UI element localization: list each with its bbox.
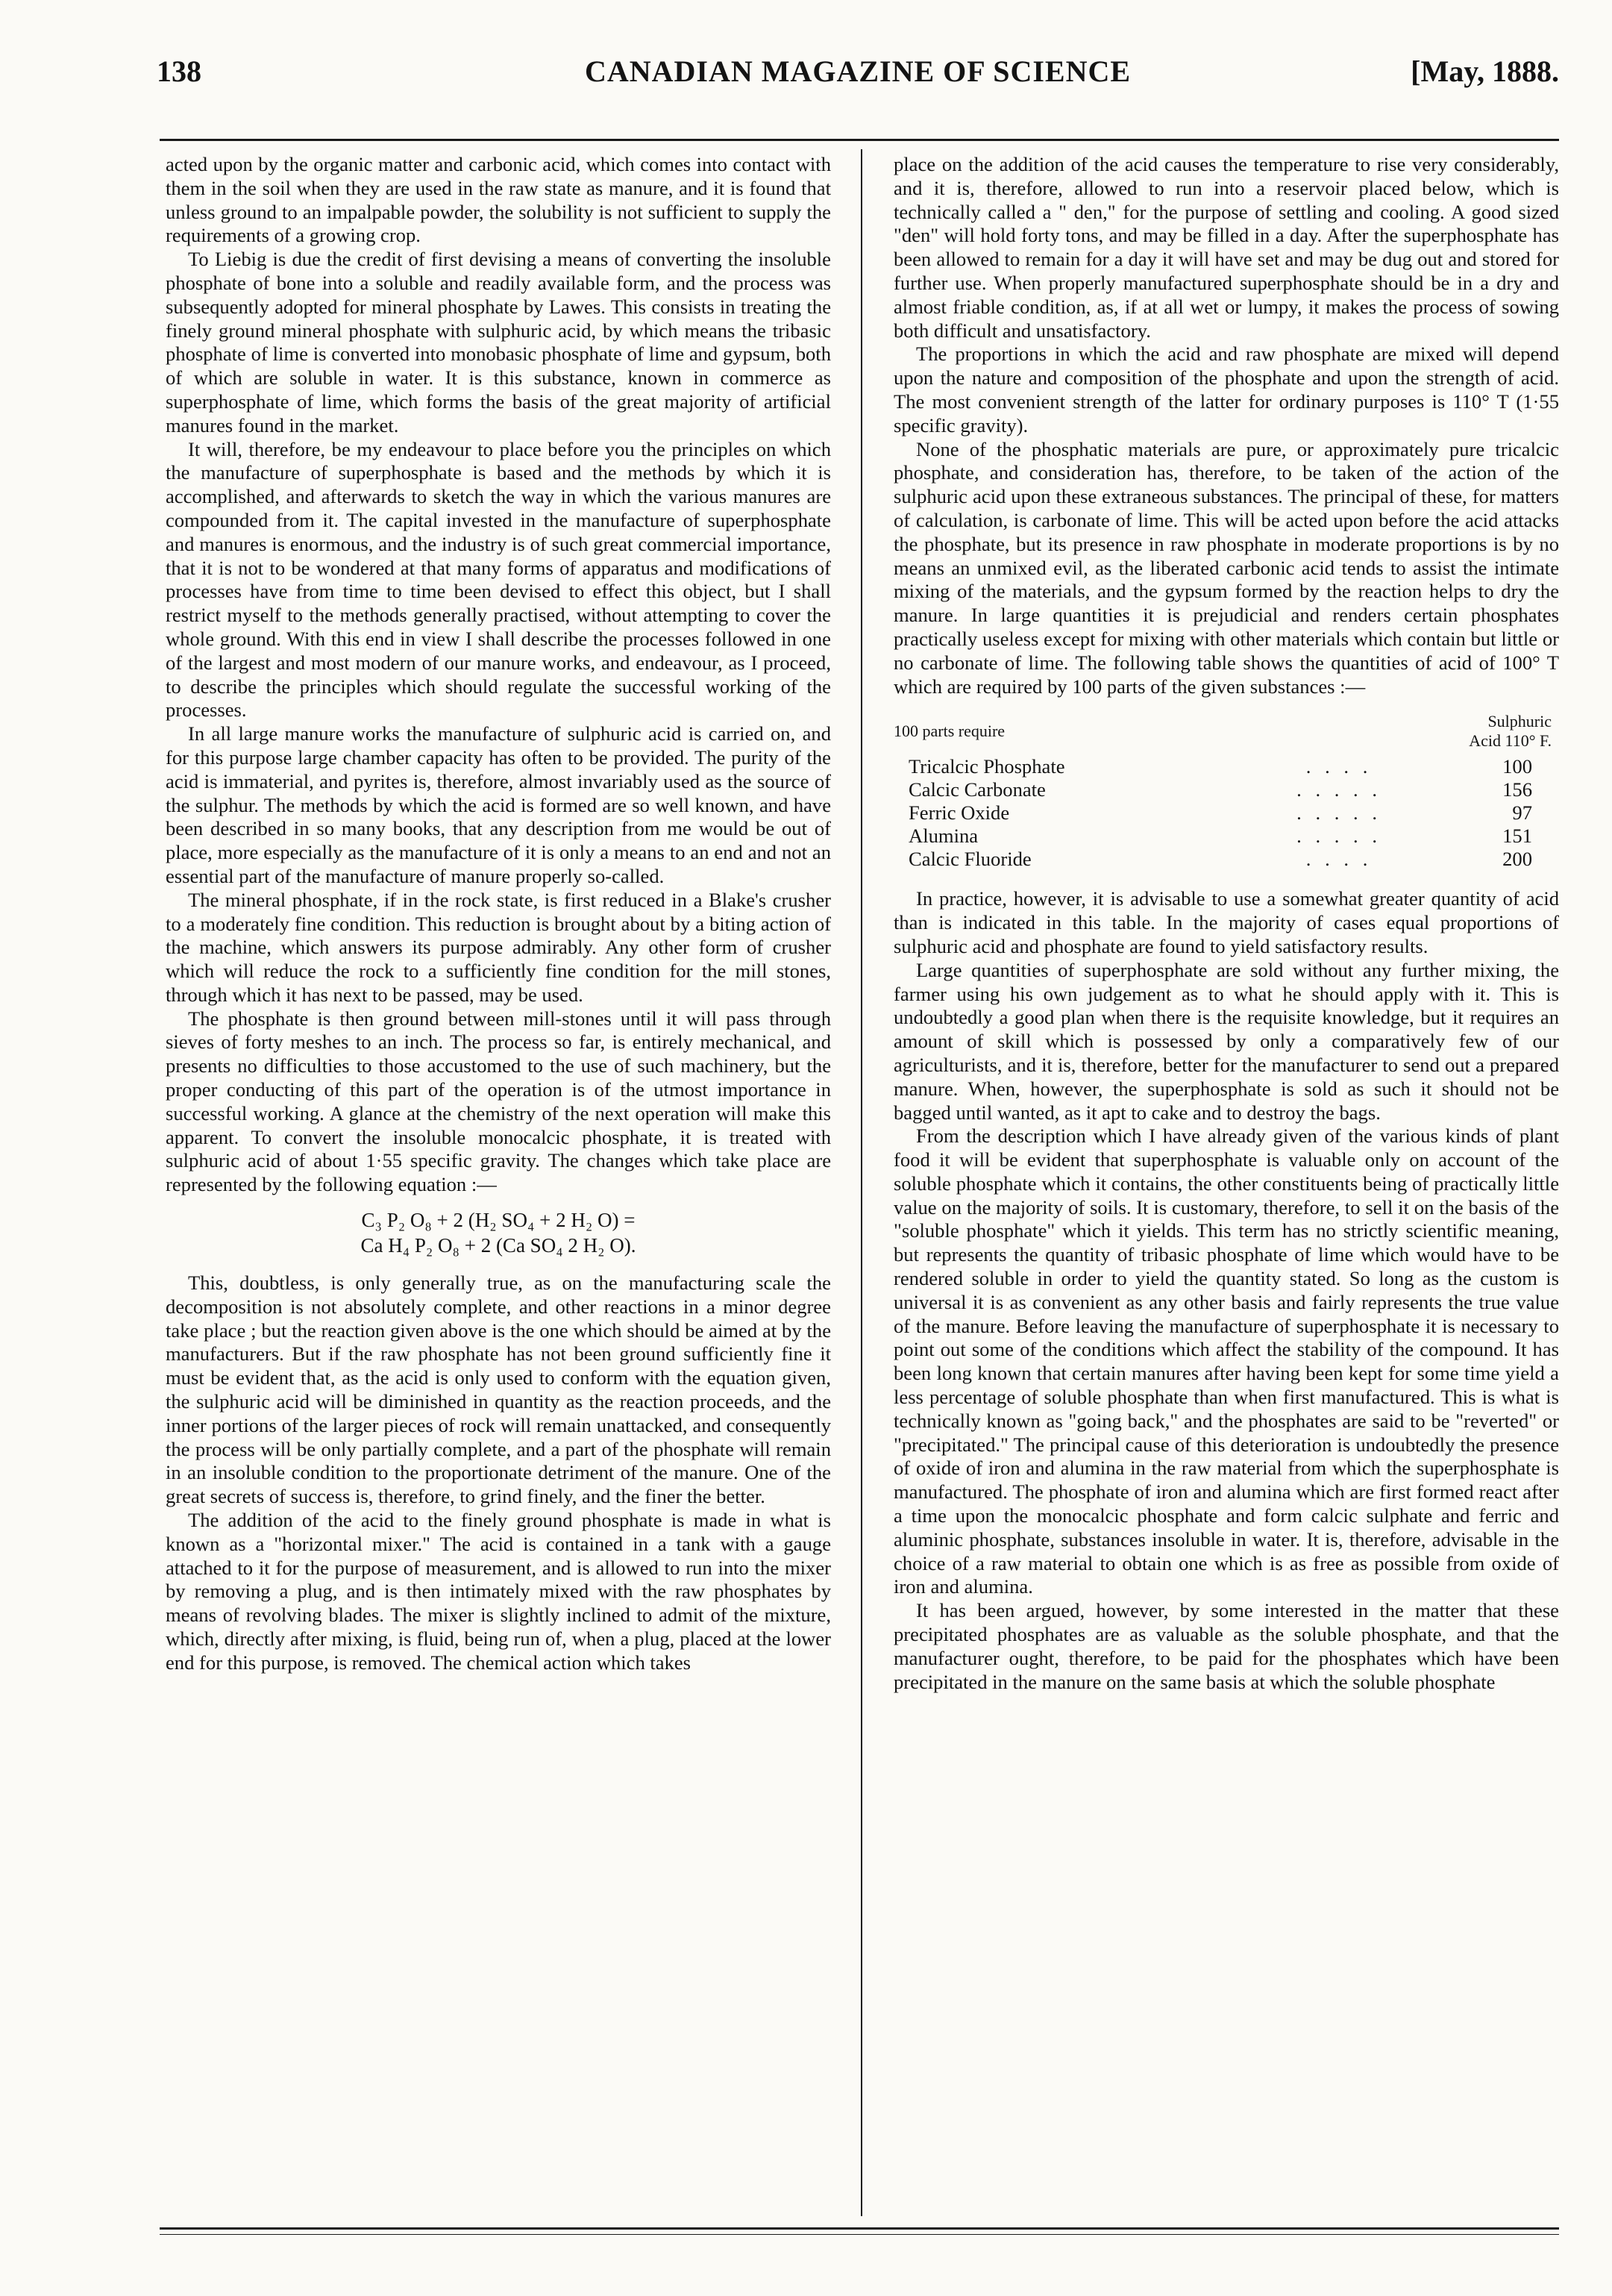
acid-quantity: 156: [1502, 778, 1532, 801]
table-row: [894, 801, 1559, 825]
acid-requirements-table: [894, 712, 1559, 871]
substance-name: Calcic Fluoride: [909, 848, 1032, 871]
paragraph: This, doubtless, is only generally true, as on the manufacturing scale the decomposition is not absolutely complete, and other reactions in a minor degree take place ; but the reaction given above is the one which should be aimed at by the manufacturers. But if the raw phosphate has not been ground sufficiently fine it must be evident that, as the acid is only used to conform with the equation given, the sulphuric acid will be diminished in quantity as the reaction proceeds, and the inner portions of the larger pieces of rock will remain unattacked, and consequently the process will be only partially complete, and a part of the phosphate will remain in an insoluble condition to the proportionate detriment of the manure. One of the great secrets of success is, therefore, to grind finely, and the finer the better.: [166, 1271, 831, 1508]
page-number: 138: [157, 54, 201, 88]
paragraph: acted upon by the organic matter and carbonic acid, which comes into contact with them in the soil when they are used in the raw state as manure, and it is found that unless ground to an impalpable powder, the solubility is not sufficient to supply the requirements of a growing crop.: [166, 153, 831, 247]
paragraph: The addition of the acid to the finely ground phosphate is made in what is known as a "horizontal mixer." The acid is contained in a tank with a gauge attached to it for the purpose of measurement, and is allowed to run into the mixer by removing a plug, and is then intimately mixed with the raw phosphates by means of revolving blades. The mixer is slightly inclined to admit of the mixture, which, directly after mixing, is fluid, being run of, when a plug, placed at the lower end for this purpose, is removed. The chemical action which takes: [166, 1509, 831, 1674]
equation-line: C₃ P₂ O₈ + 2 (H₂ SO₄ + 2 H₂ O) =: [361, 1209, 636, 1232]
paragraph: The phosphate is then ground between mill-stones until it will pass through sieves of forty meshes to an inch. The process so far, is entirely mechanical, and presents no difficulties to those accustomed to the use of such machinery, but the proper conducting of this part of the operation is of the utmost importance in successful working. A glance at the chemistry of the next operation will make this apparent. To convert the insoluble monocalcic phosphate, it is treated with sulphuric acid of about 1·55 specific gravity. The changes which take place are represented by the following equation :—: [166, 1007, 831, 1196]
table-row: [894, 778, 1559, 801]
substance-name: Ferric Oxide: [909, 801, 1010, 825]
dot-leader: . . . .: [1305, 848, 1373, 871]
table-header-right: Sulphuric Acid 110° F.: [1469, 712, 1552, 751]
bottom-rule: [160, 2227, 1559, 2230]
top-rule: [160, 139, 1559, 141]
acid-quantity: 97: [1512, 801, 1532, 825]
table-header-left: 100 parts require: [894, 722, 1006, 741]
dot-leader: . . . .: [1305, 755, 1373, 778]
substance-name: Alumina: [909, 825, 979, 848]
bottom-rule-thin: [160, 2234, 1559, 2235]
substance-name: Calcic Carbonate: [909, 778, 1046, 801]
paragraph: place on the addition of the acid causes the temperature to rise very considerably, and it is, therefore, allowed to run into a reservoir placed below, which is technically called a " den," for the purpose of settling and cooling. A good sized "den" will hold forty tons, and may be filled in a day. After the superphosphate has been allowed to remain for a day it will have set and may be dug out and stored for further use. When properly manufactured superphosphate should be in a dry and almost friable condition, as, if at all wet or lumpy, it makes the process of sowing both difficult and unsatisfactory.: [894, 153, 1559, 342]
dot-leader: . . . . .: [1296, 801, 1382, 825]
column-divider: [861, 149, 862, 2216]
acid-quantity: 100: [1502, 755, 1532, 778]
dot-leader: . . . . .: [1296, 778, 1382, 801]
chemical-equation: [166, 1207, 831, 1258]
journal-title: CANADIAN MAGAZINE OF SCIENCE: [584, 54, 1132, 88]
paragraph: None of the phosphatic materials are pure, or approximately pure tricalcic phosphate, and consideration has, therefore, to be taken of the action of the sulphuric acid upon these extraneous substances. The principal of these, for matters of calculation, is carbonate of lime. This will be acted upon before the acid attacks the phosphate, but its presence in raw phosphate in moderate proportions is by no means an unmixed evil, as the liberated carbonic acid tends to assist the intimate mixing of the materials, and the gypsum formed by the reaction helps to dry the manure. In large quantities it is prejudicial and renders certain phosphates practically useless except for mixing with other materials which contain but little or no carbonate of lime. The following table shows the quantities of acid of 100° T which are required by 100 parts of the given substances :—: [894, 437, 1559, 698]
paragraph: The proportions in which the acid and raw phosphate are mixed will depend upon the nature and composition of the phosphate and upon the strength of acid. The most convenient strength of the latter for ordinary purposes is 110° T (1·55 specific gravity).: [894, 342, 1559, 437]
acid-quantity: 200: [1502, 848, 1532, 871]
paragraph: To Liebig is due the credit of first devising a means of converting the insoluble phosphate of bone into a soluble and readily available form, and the process was subsequently adopted for mineral phosphate by Lawes. This consists in treating the finely ground mineral phosphate with sulphuric acid, by which means the tribasic phosphate of lime is converted into monobasic phosphate of lime and gypsum, both of which are soluble in water. It is this substance, known in commerce as superphosphate of lime, which forms the basis of the great majority of artificial manures found in the market.: [166, 248, 831, 437]
right-column: [894, 153, 1559, 1694]
table-row: [894, 825, 1559, 848]
table-row: [894, 755, 1559, 778]
dot-leader: . . . . .: [1296, 825, 1382, 848]
paragraph: In all large manure works the manufacture of sulphuric acid is carried on, and for this purpose large chamber capacity has often to be provided. The purity of the acid is immaterial, and pyrites is, therefore, almost invariably used as the source of the sulphur. The methods by which the acid is formed are so well known, and have been described in so many books, that any description from me would be out of place, more especially as the manufacture of it is only a means to an end and not an essential part of the manufacture of manure properly so-called.: [166, 722, 831, 887]
substance-name: Tricalcic Phosphate: [909, 755, 1065, 778]
equation-line: Ca H₄ P₂ O₈ + 2 (Ca SO₄ 2 H₂ O).: [360, 1234, 636, 1257]
acid-quantity: 151: [1502, 825, 1532, 848]
paragraph: The mineral phosphate, if in the rock state, is first reduced in a Blake's crusher to a moderately fine condition. This reduction is brought about by a biting action of the machine, which answers its purpose admirably. Any other form of crusher which will reduce the rock to a sufficiently fine condition for the mill stones, through which it has next to be passed, may be used.: [166, 888, 831, 1006]
paragraph: It will, therefore, be my endeavour to place before you the principles on which the manufacture of superphosphate is based and the methods by which it is accomplished, and afterwards to sketch the way in which the various manures are compounded from it. The capital invested in the manufacture of superphosphate and manures is enormous, and the industry is of such great commercial importance, that it is not to be wondered at that many forms of apparatus and modifications of processes have from time to time been devised to effect this object, but I shall restrict myself to the methods generally practised, without attempting to cover the whole ground. With this end in view I shall describe the processes followed in one of the largest and most modern of our manure works, and endeavour, as I proceed, to describe the principles which should regulate the successful working of the processes.: [166, 437, 831, 722]
issue-date: [May, 1888.: [1411, 54, 1559, 88]
paragraph: From the description which I have already given of the various kinds of plant food it will be evident that superphosphate is valuable only on account of the soluble phosphate which it contains, the other constituents being of practically little value on the majority of soils. It is customary, therefore, to sell it on the basis of the "soluble phosphate" which it yields. This term has no strictly scientific meaning, but represents the quantity of tribasic phosphate of lime which would have to be rendered soluble in order to yield the quantity stated. So long as the custom is universal it is as convenient as any other basis and fairly represents the true value of the manure. Before leaving the manufacture of superphosphate it is necessary to point out some of the conditions which affect the stability of the compound. It has been long known that certain manures after having been kept for some time yield a less percentage of soluble phosphate than when first manufactured. This is what is technically known as "going back," and the phosphates are said to be "reverted" or "precipitated." The principal cause of this deterioration is undoubtedly the presence of oxide of iron and alumina in the raw material from which the superphosphate is manufactured. The phosphate of iron and alumina which are first formed react after a time upon the monocalcic phosphate and form calcic sulphate and ferric and aluminic phosphate, substances insoluble in water. It is, therefore, advisable in the choice of a raw material to obtain one which is as free as possible from oxide of iron and alumina.: [894, 1124, 1559, 1598]
paragraph: In practice, however, it is advisable to use a somewhat greater quantity of acid than is indicated in this table. In the majority of cases equal proportions of sulphuric acid and phosphate are found to yield satisfactory results.: [894, 887, 1559, 957]
table-row: [894, 848, 1559, 871]
running-header: [157, 54, 1559, 106]
left-column: [166, 153, 831, 1675]
paragraph: It has been argued, however, by some interested in the matter that these precipitated phosphates are as valuable as the soluble phosphate, and that the manufacturer ought, therefore, to be paid for the phosphates which have been precipitated in the manure on the same basis at which the soluble phosphate: [894, 1599, 1559, 1693]
paragraph: Large quantities of superphosphate are sold without any further mixing, the farmer using his own judgement as to what he should apply with it. This is undoubtedly a good plan when there is the requisite knowledge, but it requires an amount of skill which is possessed by only a comparatively few of our agriculturists, and it is, therefore, better for the manufacturer to send out a prepared manure. When, however, the superphosphate is sold as such it should not be bagged until wanted, as it apt to cake and to destroy the bags.: [894, 958, 1559, 1124]
